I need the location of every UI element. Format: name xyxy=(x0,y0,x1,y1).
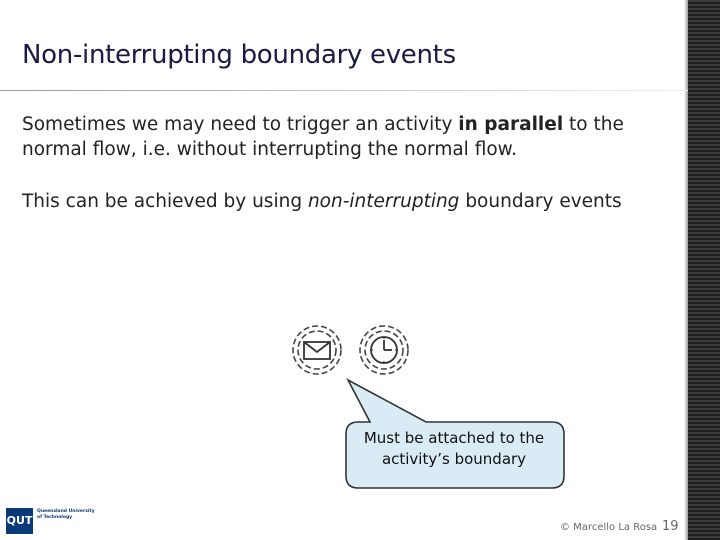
right-decorative-band xyxy=(688,0,720,540)
paragraph-1-bold-run: in parallel xyxy=(458,114,564,135)
callout-line-1: Must be attached to the xyxy=(363,429,545,447)
qut-logo-text xyxy=(37,509,117,521)
qut-logo-mark: QUT xyxy=(6,508,33,534)
clock-icon xyxy=(360,326,408,374)
paragraph-2 xyxy=(22,189,672,214)
callout-line-2: activity’s boundary xyxy=(381,450,527,468)
paragraph-1 xyxy=(22,112,672,162)
paragraph-2-run-1: This can be achieved by using xyxy=(22,191,308,212)
paragraph-2-italic-run: non-interrupting xyxy=(307,191,460,212)
logo-line-1: Queensland University xyxy=(37,509,95,514)
title-divider xyxy=(0,90,688,91)
slide-body xyxy=(22,112,672,241)
paragraph-1-run-3: to the normal flow, i.e. without interrupting the normal flow. xyxy=(22,114,624,160)
page-number: 19 xyxy=(662,519,679,534)
slide-title: Non-interrupting boundary events xyxy=(22,40,456,70)
paragraph-1-run-1: Sometimes we may need to trigger an activity xyxy=(22,114,459,135)
paragraph-2-run-3: boundary events xyxy=(459,191,622,212)
envelope-icon xyxy=(293,326,341,374)
copyright-notice: © Marcello La Rosa xyxy=(560,522,658,533)
boundary-event-icons xyxy=(286,318,416,382)
logo-line-2: of Technology xyxy=(37,515,73,520)
callout-text xyxy=(346,428,562,470)
